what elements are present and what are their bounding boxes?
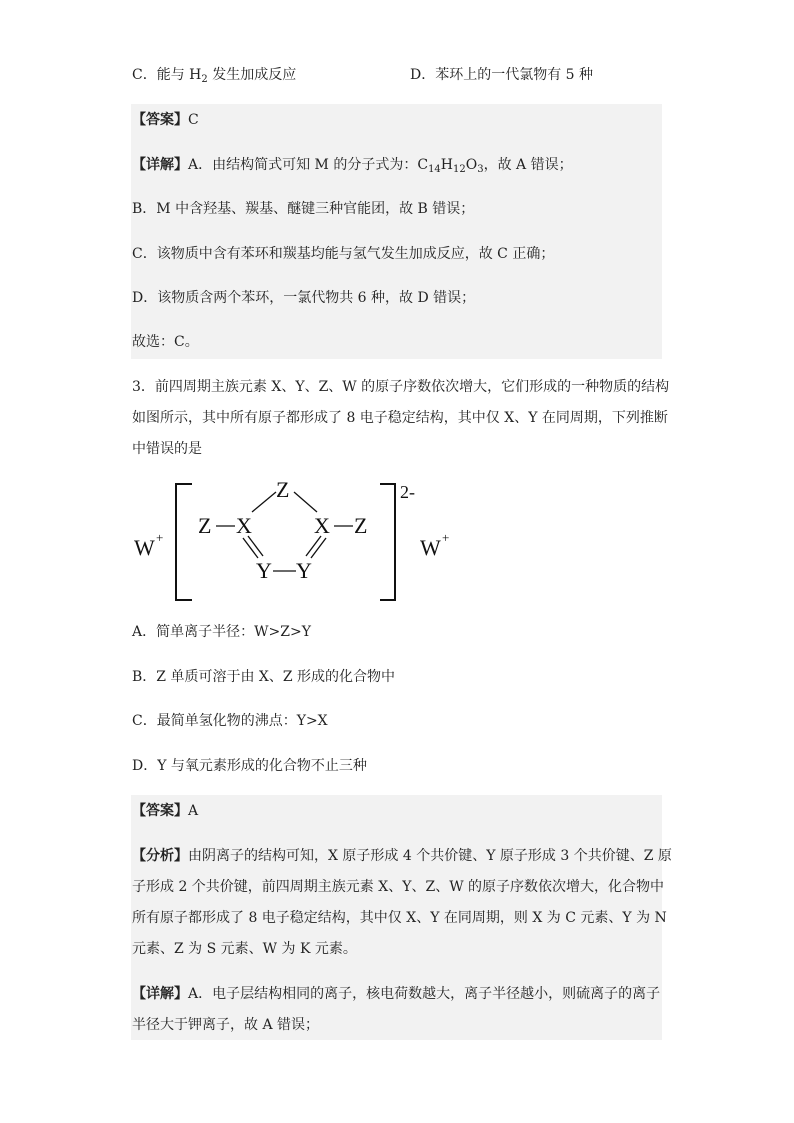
atom-y-right: Y	[296, 558, 312, 583]
atom-y-left: Y	[256, 558, 272, 583]
w-right: W	[420, 535, 441, 560]
detail-d: D．该物质含两个苯环，一氯代物共 6 种，故 D 错误；	[132, 290, 476, 306]
formula-sub-h: 12	[453, 164, 466, 175]
analysis-label: 【分析】	[132, 848, 188, 864]
w-left: W	[134, 535, 155, 560]
atom-x-left: X	[236, 513, 252, 538]
option-a: A．简单离子半径：W>Z>Y	[132, 624, 311, 640]
bond-x-y-right-a	[311, 538, 326, 558]
detail-b: B．M 中含羟基、羰基、醚键三种官能团，故 B 错误；	[132, 201, 475, 217]
atom-x-right: X	[314, 513, 330, 538]
analysis-line2: 子形成 2 个共价键，前四周期主族元素 X、Y、Z、W 的原子序数依次增大，化合物中	[132, 879, 665, 895]
detail-label: 【详解】	[132, 157, 188, 173]
answer-1	[132, 109, 199, 131]
formula-o: O	[465, 157, 478, 173]
formula-sub-o: 3	[477, 164, 484, 175]
option-c-prev	[132, 64, 296, 86]
detail-a	[132, 154, 573, 176]
structure-diagram	[128, 476, 468, 606]
question3-line2: 如图所示，其中所有原子都形成了 8 电子稳定结构，其中仅 X、Y 在同周期，下列推断	[132, 410, 668, 426]
detail-a-text: A．由结构简式可知 M 的分子式为：C	[188, 157, 429, 173]
bond-x-y-right-b	[306, 536, 321, 556]
w-right-charge: +	[442, 530, 450, 545]
charge-label: 2-	[400, 482, 415, 502]
bond-z-top-x-right	[294, 492, 317, 512]
detail-a-suffix: ，故 A 错误；	[483, 157, 573, 173]
analysis-text: 由阴离子的结构可知，X 原子形成 4 个共价键、Y 原子形成 3 个共价键、Z 原	[188, 848, 672, 864]
right-bracket	[380, 484, 395, 600]
atom-z-left: Z	[198, 513, 212, 538]
analysis-line3: 所有原子都形成了 8 电子稳定结构，其中仅 X、Y 在同周期，则 X 为 C 元素、Y 为 N	[132, 910, 667, 926]
answer-value: C	[188, 112, 199, 128]
option-c-suffix: 发生加成反应	[207, 67, 297, 83]
formula-h: H	[440, 157, 454, 173]
option-c: C．最简单氢化物的沸点：Y>X	[132, 713, 328, 729]
bond-x-z-top-left	[252, 492, 276, 512]
option-b: B．Z 单质可溶于由 X、Z 形成的化合物中	[132, 669, 396, 685]
detail2-text: A．电子层结构相同的离子，核电荷数越大，离子半径越小，则硫离子的离子	[188, 986, 661, 1002]
atom-z-top: Z	[276, 477, 290, 502]
atom-z-right: Z	[354, 513, 368, 538]
answer-label: 【答案】	[132, 803, 188, 819]
option-d: D．Y 与氧元素形成的化合物不止三种	[132, 758, 367, 774]
option-d-prev: D．苯环上的一代氯物有 5 种	[410, 67, 594, 83]
w-left-charge: +	[156, 530, 164, 545]
answer-2	[132, 800, 198, 822]
answer-block-1	[131, 104, 662, 359]
question3-line1: 3．前四周期主族元素 X、Y、Z、W 的原子序数依次增大，它们形成的一种物质的结构	[132, 379, 670, 395]
detail-label: 【详解】	[132, 986, 188, 1002]
detail2-line1	[132, 983, 660, 1005]
option-c-sub: 2	[201, 74, 208, 85]
detail-c: C．该物质中含有苯环和羰基均能与氢气发生加成反应，故 C 正确；	[132, 246, 555, 262]
bond-x-y-left-b	[248, 536, 263, 556]
question3-line3: 中错误的是	[132, 441, 202, 457]
left-bracket	[176, 484, 192, 600]
analysis-line1	[132, 845, 672, 867]
answer-label: 【答案】	[132, 112, 188, 128]
formula-sub-c: 14	[428, 164, 441, 175]
detail2-line2: 半径大于钾离子，故 A 错误；	[132, 1017, 320, 1033]
bond-x-y-left-a	[243, 538, 258, 558]
analysis-line4: 元素、Z 为 S 元素、W 为 K 元素。	[132, 941, 357, 957]
answer-value: A	[188, 803, 199, 819]
choice-line: 故选：C。	[132, 334, 199, 350]
option-c-text: C．能与 H	[132, 67, 202, 83]
